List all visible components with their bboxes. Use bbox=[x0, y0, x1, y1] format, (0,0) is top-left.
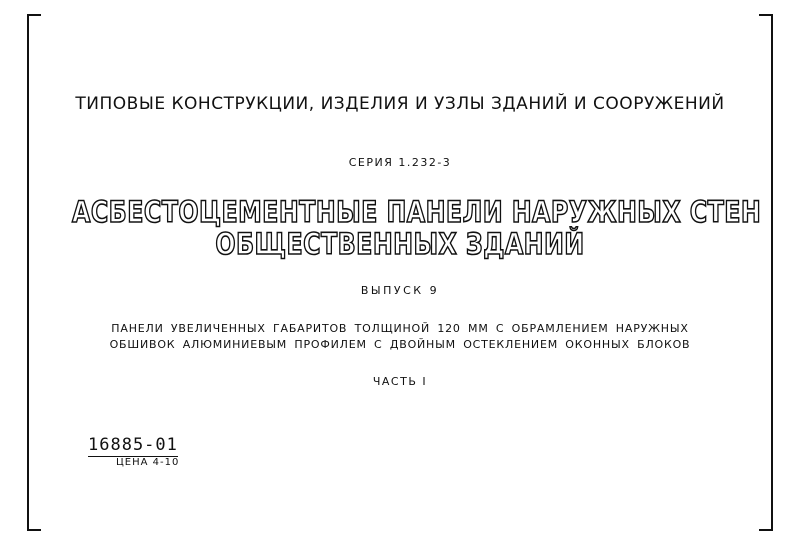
frame-bottom-right-tick bbox=[759, 529, 773, 531]
main-title-line-2: ОБЩЕСТВЕННЫХ ЗДАНИЙ bbox=[215, 227, 585, 261]
description-line-1: ПАНЕЛИ УВЕЛИЧЕННЫХ ГАБАРИТОВ ТОЛЩИНОЙ 120 ММ С ОБРАМЛЕНИЕМ НАРУЖНЫХ bbox=[111, 322, 689, 335]
document-number: 16885-01 bbox=[88, 435, 178, 455]
frame-bottom-left-tick bbox=[27, 529, 41, 531]
description-line-2: ОБШИВОК АЛЮМИНИЕВЫМ ПРОФИЛЕМ С ДВОЙНЫМ ОСТЕКЛЕНИЕМ ОКОННЫХ БЛОКОВ bbox=[109, 338, 691, 351]
part-number: ЧАСТЬ I bbox=[372, 375, 428, 388]
issue-number: ВЫПУСК 9 bbox=[360, 284, 440, 297]
series-title: ТИПОВЫЕ КОНСТРУКЦИИ, ИЗДЕЛИЯ И УЗЛЫ ЗДАНИЙ И СООРУЖЕНИЙ bbox=[75, 94, 725, 114]
frame-top-left-tick bbox=[27, 14, 41, 16]
series-code: СЕРИЯ 1.232-3 bbox=[348, 156, 452, 169]
main-title-line-1: АСБЕСТОЦЕМЕНТНЫЕ ПАНЕЛИ НАРУЖНЫХ СТЕН bbox=[72, 195, 762, 229]
price-label: ЦЕНА 4-10 bbox=[116, 457, 180, 468]
frame-top-right-tick bbox=[759, 14, 773, 16]
